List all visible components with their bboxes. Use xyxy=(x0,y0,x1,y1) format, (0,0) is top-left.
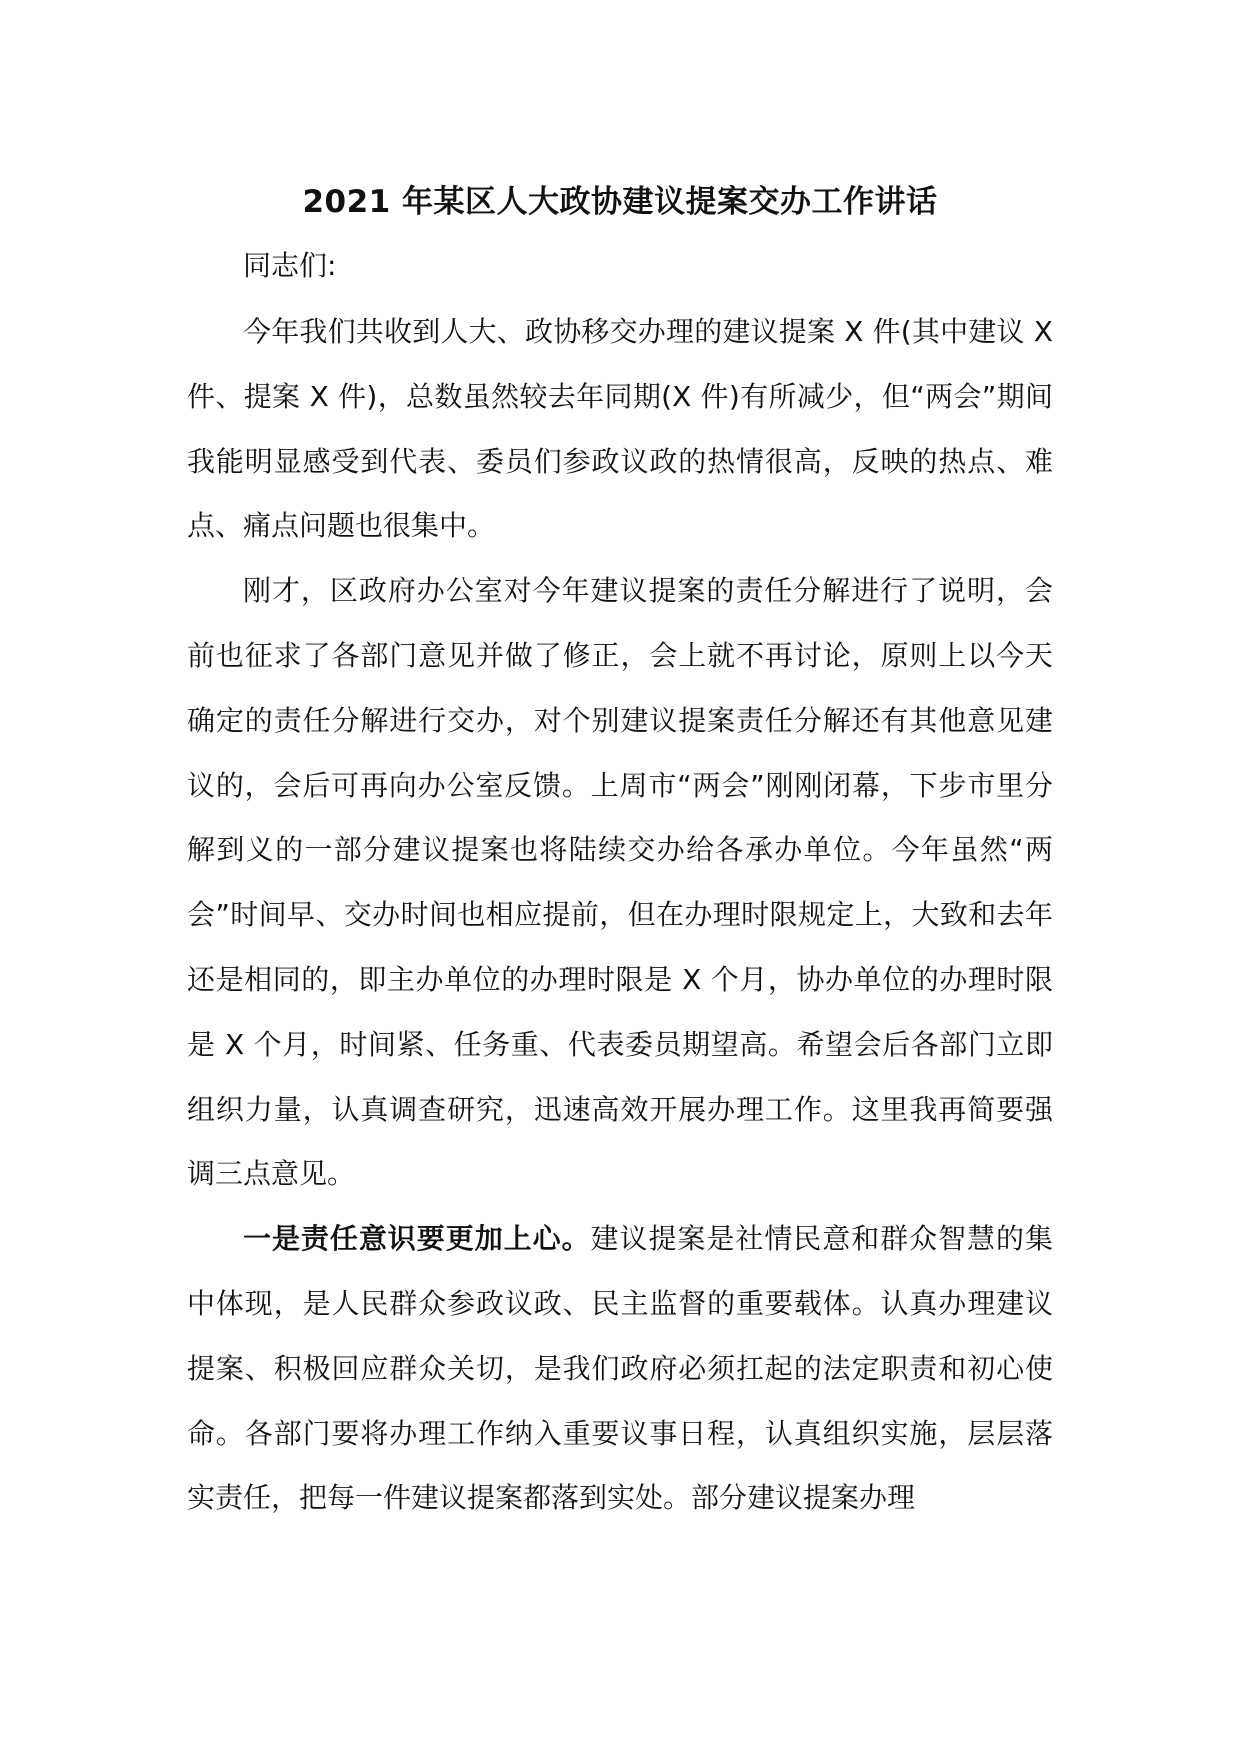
document-title: 2021 年某区人大政协建议提案交办工作讲话 xyxy=(302,184,938,220)
document-page xyxy=(187,170,1053,1531)
paragraph-1 xyxy=(187,300,1053,559)
paragraph-3 xyxy=(187,1207,1053,1531)
greeting: 同志们: xyxy=(243,249,337,282)
paragraph-3-lead: 一是责任意识要更加上心。 xyxy=(243,1222,591,1256)
paragraph-2-text: 刚才，区政府办公室对今年建议提案的责任分解进行了说明，会前也征求了各部门意见并做了修正，会上就不再讨论，原则上以今天确定的责任分解进行交办，对个别建议提案责任分解还有其他意见建议的，会后可再向办公室反馈。上周市“两会”刚刚闭幕，下步市里分解到义的一部分建议提案也将陆续交办给各承办单位。今年虽然“两会”时间早、交办时间也相应提前，但在办理时限规定上，大致和去年还是相同的，即主办单位的办理时限是 X 个月，协办单位的办理时限是 X 个月，时间紧、任务重、代表委员期望高。希望会后各部门立即组织力量，认真调查研究，迅速高效开展办理工作。这里我再简要强调三点意见。 xyxy=(187,574,1053,1191)
paragraph-1-text: 今年我们共收到人大、政协移交办理的建议提案 X 件(其中建议 X 件、提案 X 件)，总数虽然较去年同期(X 件)有所减少，但“两会”期间我能明显感受到代表、委员们参政议政的热情很高，反映的热点、难点、痛点问题也很集中。 xyxy=(187,315,1053,543)
paragraph-2 xyxy=(187,559,1053,1207)
paragraph-3-text: 建议提案是社情民意和群众智慧的集中体现，是人民群众参政议政、民主监督的重要载体。认真办理建议提案、积极回应群众关切，是我们政府必须扛起的法定职责和初心使命。各部门要将办理工作纳入重要议事日程，认真组织实施，层层落实责任，把每一件建议提案都落到实处。部分建议提案办理 xyxy=(187,1222,1053,1515)
